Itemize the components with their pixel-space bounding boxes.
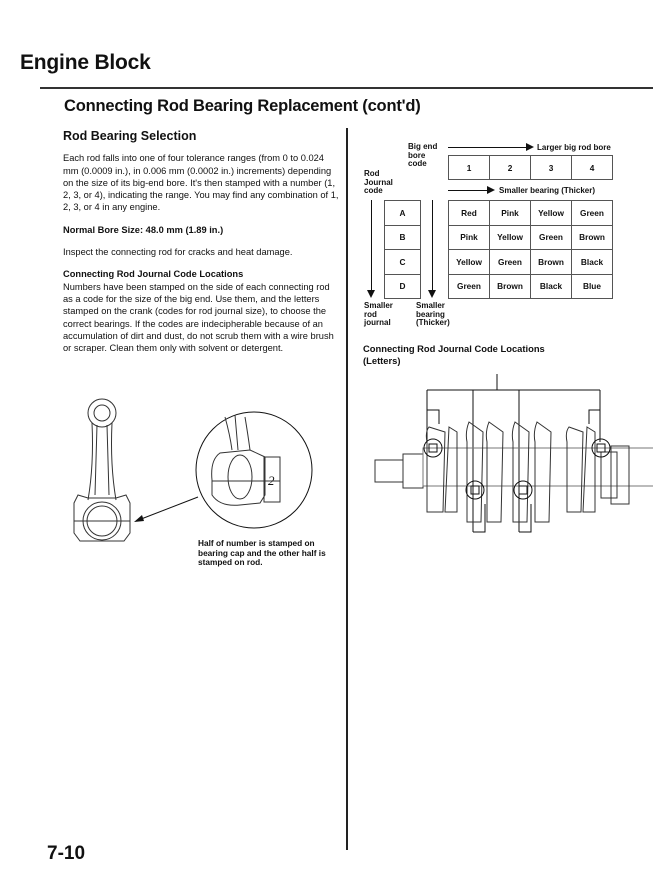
left-column bbox=[63, 130, 341, 364]
connecting-rod-illustration bbox=[60, 395, 350, 545]
section-title: Connecting Rod Bearing Replacement (cont'd) bbox=[64, 97, 421, 115]
color-cell: Black bbox=[572, 250, 613, 275]
color-cell: Pink bbox=[449, 225, 490, 250]
crank-code-caption: Connecting Rod Journal Code Locations (Letters) bbox=[363, 343, 545, 366]
color-cell: Green bbox=[490, 250, 531, 275]
journal-code-cell: C bbox=[385, 250, 421, 275]
color-cell: Green bbox=[531, 225, 572, 250]
pointer-arrow bbox=[136, 497, 198, 521]
bore-code-cell: 4 bbox=[572, 156, 613, 180]
color-cell: Brown bbox=[531, 250, 572, 275]
bore-code-cell: 3 bbox=[531, 156, 572, 180]
bore-code-cell: 2 bbox=[490, 156, 531, 180]
illustration-caption: Half of number is stamped on bearing cap and the other half is stamped on rod. bbox=[198, 538, 326, 567]
color-cell: Pink bbox=[490, 201, 531, 226]
crankshaft-illustration bbox=[365, 372, 635, 552]
crank-flange bbox=[601, 452, 617, 498]
rod-small-end bbox=[88, 399, 116, 427]
smaller-rod-journal-arrow bbox=[371, 200, 372, 292]
color-cell: Yellow bbox=[490, 225, 531, 250]
page-number: 7-10 bbox=[47, 843, 86, 864]
smaller-bearing-down-arrow bbox=[432, 200, 433, 292]
smaller-bearing-arrow bbox=[448, 190, 488, 191]
color-cell: Yellow bbox=[531, 201, 572, 226]
crank-snout bbox=[375, 460, 403, 482]
journal-code-cell: D bbox=[385, 274, 421, 299]
intro-paragraph: Each rod falls into one of four tolerance ranges (from 0 to 0.024 mm (0.0009 in.), in 0.006 mm (0.0002 in.) increments) depending on the size of its big-end bore. It's then stamped with a number (1, 2, 3, or 4), indicating the range. You may find any combination of 1, 2, 3, or 4 in any engine. bbox=[63, 153, 339, 213]
detail-magnifier-circle bbox=[196, 412, 312, 528]
page-title: Engine Block bbox=[20, 51, 151, 74]
smaller-rod-journal-label: Smaller rod journal bbox=[364, 301, 393, 327]
color-row-b bbox=[449, 225, 613, 250]
smaller-bearing-thicker-label: Smaller bearing (Thicker) bbox=[416, 301, 450, 327]
color-cell: Green bbox=[449, 274, 490, 299]
color-cell: Black bbox=[531, 274, 572, 299]
journal-code-cell: A bbox=[385, 201, 421, 226]
color-row-a bbox=[449, 201, 613, 226]
smaller-bearing-down-arrow-head bbox=[428, 290, 436, 298]
bore-code-table bbox=[448, 155, 613, 180]
color-cell: Yellow bbox=[449, 250, 490, 275]
rod-journal-code-label: Rod Journal code bbox=[364, 169, 393, 195]
color-cell: Green bbox=[572, 201, 613, 226]
journal-code-table bbox=[384, 200, 421, 299]
color-row-d bbox=[449, 274, 613, 299]
smaller-bearing-arrow-head bbox=[487, 186, 495, 194]
rod-bearing-selection-heading: Rod Bearing Selection bbox=[63, 129, 197, 143]
smaller-rod-journal-arrow-head bbox=[367, 290, 375, 298]
color-cell: Brown bbox=[490, 274, 531, 299]
color-row-c bbox=[449, 250, 613, 275]
code-locations-heading: Connecting Rod Journal Code Locations bbox=[63, 269, 244, 280]
title-rule bbox=[40, 87, 653, 89]
stamp-digit: 2 bbox=[268, 473, 275, 488]
code-locations-text: Numbers have been stamped on the side of each connecting rod as a code for the size of the big end. Use them, and the letters stamped on the crank (codes for rod journal size), to choose the correct bearings. If the codes are indecipherable because of an accumulation of dirt and dust, do not scrub them with a wire brush or scraper. Clean them only with solvent or detergent. bbox=[63, 281, 334, 354]
color-cell: Brown bbox=[572, 225, 613, 250]
color-cell: Red bbox=[449, 201, 490, 226]
larger-bore-arrow-head bbox=[526, 143, 534, 151]
inspect-text: Inspect the connecting rod for cracks and heat damage. bbox=[63, 247, 293, 258]
bore-code-cell: 1 bbox=[449, 156, 490, 180]
rod-beam bbox=[88, 423, 116, 500]
normal-bore-size: Normal Bore Size: 48.0 mm (1.89 in.) bbox=[63, 224, 224, 235]
larger-bore-arrow bbox=[448, 147, 528, 148]
crank-webs bbox=[426, 422, 595, 522]
big-end-bore-code-label: Big end bore code bbox=[408, 142, 438, 168]
journal-code-cell: B bbox=[385, 225, 421, 250]
larger-bore-label: Larger big rod bore bbox=[537, 143, 611, 152]
smaller-bearing-label: Smaller bearing (Thicker) bbox=[499, 186, 596, 195]
bearing-color-table bbox=[448, 200, 613, 299]
color-cell: Blue bbox=[572, 274, 613, 299]
